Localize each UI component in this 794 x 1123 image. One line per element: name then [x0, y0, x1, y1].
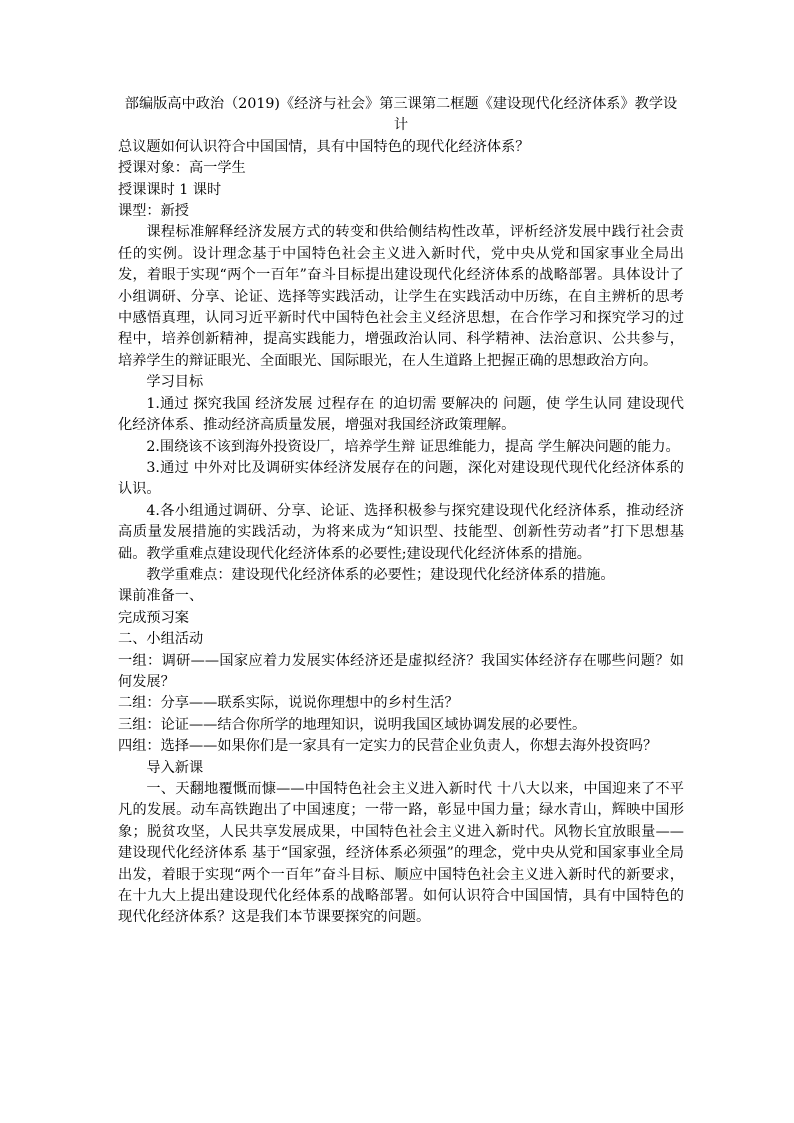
prep-line-1: 课前准备一、 [118, 588, 204, 605]
intro-paragraph: 课程标准解释经济发展方式的转变和供给侧结构性改革，评析经济发展中践行社会责任的实例。设计理念基于中国特色社会主义进入新时代，党中央从党和国家事业全局出发，着眼于实现“两个一百年”奋斗目标提出建设现代化经济体系的战略部署。具体设计了小组调研、分享、论证、选择等实践活动，让学生在实践活动中历练，在自主辨析的思考中感悟真理，认同习近平新时代中国特色社会主义经济思想，在合作学习和探究学习的过程中，培养创新精神，提高实践能力，增强政治认同、科学精神、法治意识、公共参与，培养学生的辩证眼光、全面眼光、国际眼光，在人生道路上把握正确的思想政治方向。 [118, 224, 684, 369]
intro-heading: 导入新课 [146, 759, 204, 776]
group-1-task: 一组：调研——国家应着力发展实体经济还是虚拟经济？我国实体经济存在哪些问题？如何发展？ [118, 652, 684, 690]
document-page [118, 94, 684, 929]
goal-item-4: 4.各小组通过调研、分享、论证、选择积极参与探究建设现代化经济体系，推动经济高质量发展措施的实践活动，为将来成为“知识型、技能型、创新性劳动者”打下思想基础。教学重难点建设现代化经济体系的必要性;建设现代化经济体系的措施。 [118, 502, 684, 562]
hours-line: 授课课时 1 课时 [118, 181, 222, 198]
document-title: 部编版高中政治（2019)《经济与社会》第三课第二框题《建设现代化经济体系》教学设计 [124, 96, 678, 134]
goal-item-1: 1.通过 探究我国 经济发展 过程存在 的迫切需 要解决的 问题，使 学生认同 建设现代化经济体系、推动经济高质量发展，增强对我国经济政策理解。 [118, 395, 684, 434]
lesson-type-line: 课型：新授 [118, 203, 189, 220]
key-points: 教学重难点：建设现代化经济体系的必要性；建设现代化经济体系的措施。 [146, 566, 615, 583]
group-4-task: 四组：选择——如果你们是一家具有一定实力的民营企业负责人，你想去海外投资吗？ [118, 738, 658, 755]
goal-item-3: 3.通过 中外对比及调研实体经济发展存在的问题，深化对建设现代现代化经济体系的认识。 [118, 459, 684, 498]
goals-heading: 学习目标 [146, 374, 204, 391]
activity-heading: 二、小组活动 [118, 631, 204, 648]
group-3-task: 三组：论证——结合你所学的地理知识，说明我国区域协调发展的必要性。 [118, 716, 587, 733]
intro-text: 一、天翻地覆慨而慷——中国特色社会主义进入新时代 十八大以来，中国迎来了不平凡的发展。动车高铁跑出了中国速度；一带一路，彰显中国力量；绿水青山，辉映中国形象；脱贫攻坚，人民共享发展成果，中国特色社会主义进入新时代。风物长宜放眼量——建设现代化经济体系 基于“国家强，经济体系必须强”的理念，党中央从党和国家事业全局出发，着眼于实现“两个一百年”奋斗目标、顺应中国特色社会主义进入新时代的新要求，在十九大上提出建设现代化经体系的战略部署。如何认识符合中国国情，具有中国特色的现代化经济体系？这是我们本节课要探究的问题。 [118, 781, 684, 926]
audience-line: 授课对象：高一学生 [118, 160, 246, 177]
overview-question: 总议题如何认识符合中国国情，具有中国特色的现代化经济体系？ [118, 138, 530, 155]
goal-item-2: 2.围绕该不该到海外投资设厂，培养学生辩 证思维能力，提高 学生解决问题的能力。 [146, 438, 680, 455]
group-2-task: 二组：分享——联系实际，说说你理想中的乡村生活？ [118, 695, 459, 712]
prep-line-2: 完成预习案 [118, 609, 189, 626]
